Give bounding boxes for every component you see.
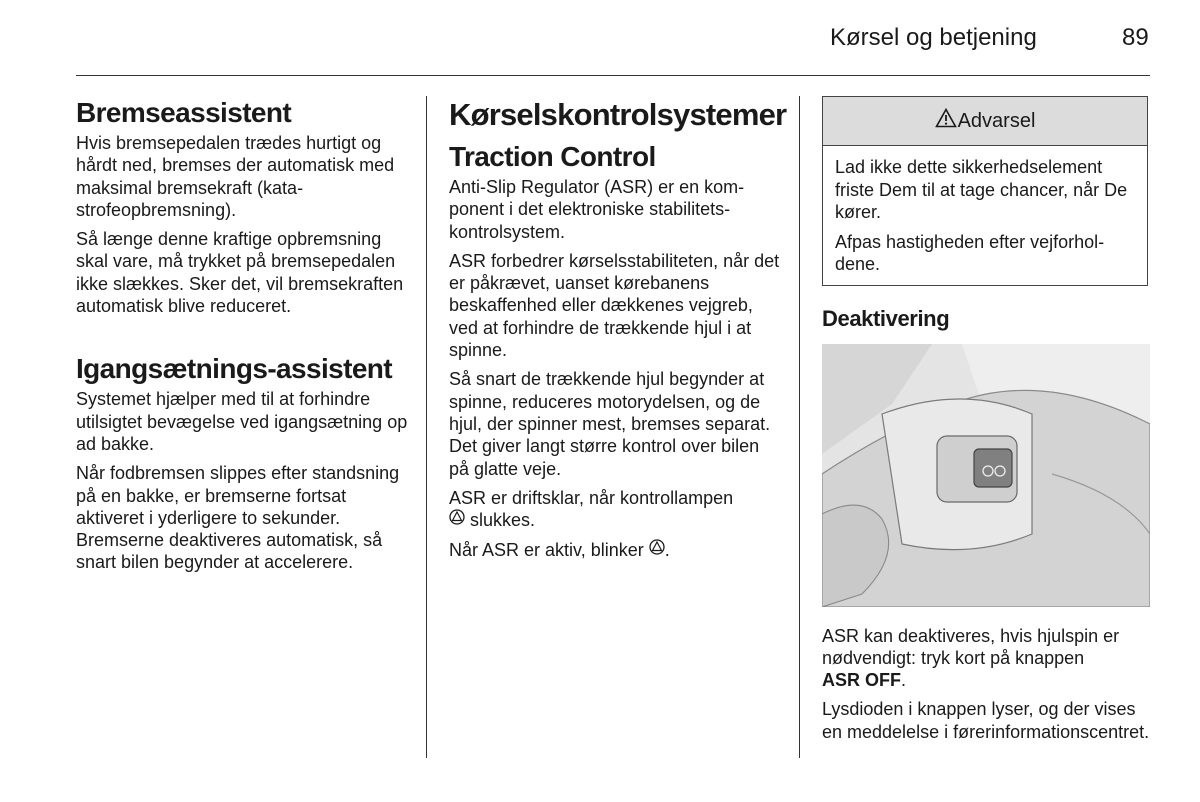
paragraph: ASR forbedrer kørselsstabiliteten, når det er påkrævet, uanset kørebanens beskaffenhed eller dækkenes vejgreb, ved at forhindre de trækkende hjul i at spinne. <box>449 250 780 361</box>
header-rule <box>76 75 1150 76</box>
text-fragment: slukkes. <box>470 510 536 531</box>
heading-traction-control: Traction Control <box>449 141 656 172</box>
column-divider-2 <box>799 96 800 758</box>
text-fragment: ASR kan deaktiveres, hvis hjulspin er nødvendigt: tryk kort på knappen <box>822 625 1120 668</box>
header-section-title: Kørsel og betjening <box>830 24 1037 51</box>
heading-driving-control-systems: Kørselskontrolsystemer <box>449 97 787 132</box>
paragraph: Systemet hjælper med til at forhindre utilsigtet bevægelse ved igangsætning op ad bakke. <box>76 389 408 454</box>
asr-off-button-photo <box>822 344 1150 607</box>
spacer <box>76 324 411 352</box>
text-fragment: Når ASR er aktiv, blinker <box>449 540 644 561</box>
warning-body <box>823 146 1147 285</box>
text-fragment: . <box>901 670 907 691</box>
column-3 <box>822 96 1150 750</box>
paragraph: Lad ikke dette sikkerhedselement friste Dem til at tage chancer, når De kører. <box>835 157 1128 222</box>
paragraph: Anti-Slip Regulator (ASR) er en komponent i det elektroniske stabilitetskontrolsystem. <box>449 177 745 242</box>
paragraph: Når fodbremsen slippes efter standsning på en bakke, er bremserne fortsat aktiveret i yderligere to sekunder. Bremserne deaktiveres automatisk, så snart bilen begynder at accelerere. <box>76 463 400 573</box>
paragraph: Afpas hastigheden efter vejforholdene. <box>835 231 1105 274</box>
page-number: 89 <box>1122 24 1149 51</box>
warning-triangle-icon <box>935 108 957 134</box>
asr-off-label: ASR OFF <box>822 670 901 691</box>
heading-deactivation: Deaktivering <box>822 305 950 331</box>
paragraph <box>449 539 784 562</box>
heading-hill-start-assist: Igangsætnings-assistent <box>76 353 393 385</box>
traction-control-indicator-icon <box>449 509 465 532</box>
paragraph <box>822 625 1150 692</box>
text-fragment: ASR er driftsklar, når kontrollampen <box>449 487 734 508</box>
column-2 <box>449 96 787 570</box>
warning-title: Advarsel <box>957 109 1036 132</box>
paragraph: Hvis bremsepedalen trædes hurtigt og hårdt ned, bremses der automatisk med maksimal bremsekraft (katastrofeopbremsning). <box>76 133 395 220</box>
paragraph: Så snart de trækkende hjul begynder at spinne, reduceres motorydelsen, og de hjul, der spinner mest, bremses separat. Det giver langt større kontrol over bilen på glatte veje. <box>449 369 771 479</box>
paragraph <box>449 487 784 533</box>
warning-header <box>823 97 1147 146</box>
heading-brake-assist: Bremseassistent <box>76 97 292 128</box>
column-1 <box>76 96 411 581</box>
warning-box <box>822 96 1148 286</box>
text-fragment: . <box>664 540 670 561</box>
paragraph: Lysdioden i knappen lyser, og der vises en meddelelse i førerinformationscentret. <box>822 699 1150 742</box>
paragraph: Så længe denne kraftige opbremsning skal vare, må trykket på bremsepedalen ikke slækkes. Sker det, vil bremsekraften automatisk blive reduceret. <box>76 229 404 317</box>
column-divider-1 <box>426 96 427 758</box>
traction-control-indicator-icon <box>649 539 665 562</box>
